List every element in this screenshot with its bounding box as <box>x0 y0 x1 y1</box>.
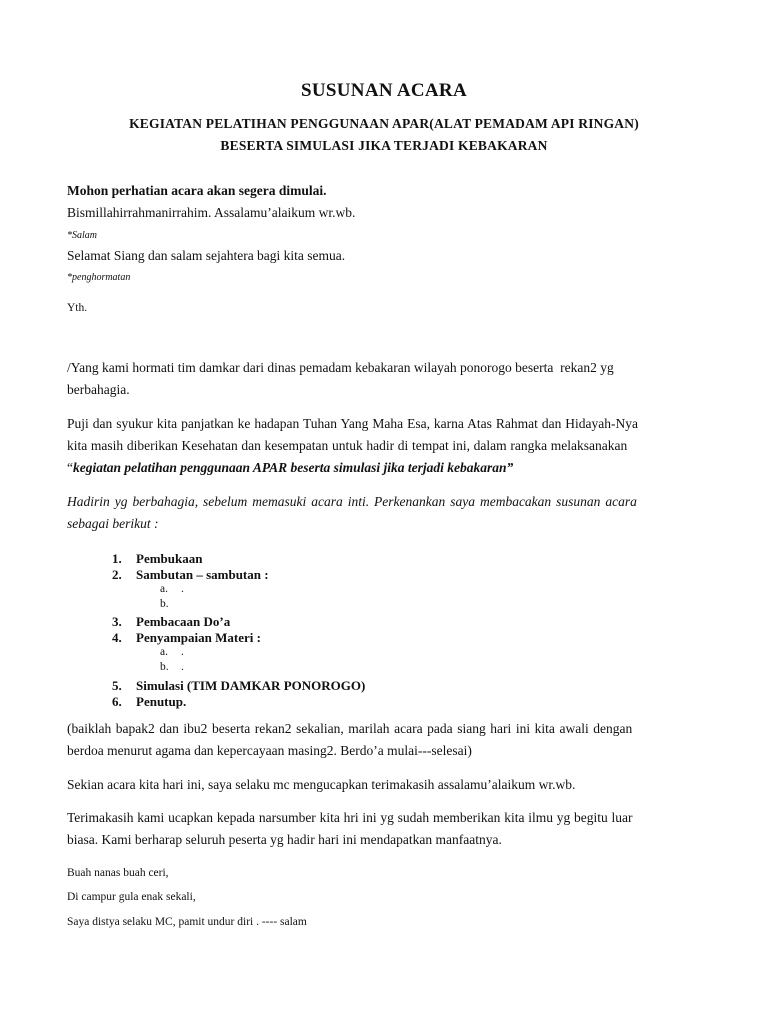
paragraph-doa-line1: (baiklah bapak2 dan ibu2 beserta rekan2 sekalian, marilah acara pada siang hari ini kita awali dengan <box>67 721 633 736</box>
opening-yth: Yth. <box>67 302 88 314</box>
agenda-subitem-letter: b. <box>160 598 169 610</box>
agenda-item-label: Penyampaian Materi : <box>136 630 261 645</box>
agenda-subitem-text: . <box>181 661 184 673</box>
document-title: SUSUNAN ACARA <box>301 80 467 101</box>
paragraph-hadirin-line1: Hadirin yg berbahagia, sebelum memasuki acara inti. Perkenankan saya membacakan susunan acara <box>67 494 637 509</box>
pantun-line3: Saya distya selaku MC, pamit undur diri . ---- salam <box>67 916 307 928</box>
opening-notice: Mohon perhatian acara akan segera dimulai. <box>67 183 327 198</box>
agenda-item-number: 5. <box>112 678 122 693</box>
paragraph-hormat-line2: berbahagia. <box>67 382 130 397</box>
event-name-emphasis: kegiatan pelatihan penggunaan APAR beserta simulasi jika terjadi kebakaran” <box>73 460 514 475</box>
quote-open: “ <box>67 460 73 475</box>
paragraph-puji-line3 <box>67 460 513 476</box>
paragraph-puji-line1: Puji dan syukur kita panjatkan ke hadapan Tuhan Yang Maha Esa, karna Atas Rahmat dan Hidayah-Nya <box>67 416 639 431</box>
agenda-item-label: Sambutan – sambutan : <box>136 567 269 582</box>
paragraph-sekian: Sekian acara kita hari ini, saya selaku mc mengucapkan terimakasih assalamu’alaikum wr.wb. <box>67 777 576 792</box>
agenda-item-number: 1. <box>112 551 122 566</box>
agenda-item-number: 6. <box>112 694 122 709</box>
agenda-subitem-letter: a. <box>160 583 168 595</box>
paragraph-hormat-line1-text: /Yang kami hormati tim damkar dari dinas pemadam kebakaran wilayah ponorogo beserta rekan2 yg <box>67 360 614 375</box>
note-penghormatan: *penghormatan <box>67 272 131 283</box>
pantun-line1: Buah nanas buah ceri, <box>67 867 169 879</box>
opening-bismillah: Bismillahirrahmanirrahim. Assalamu’alaikum wr.wb. <box>67 205 356 220</box>
paragraph-hadirin-line2: sebagai berikut : <box>67 516 159 531</box>
paragraph-hormat-line1 <box>67 360 700 376</box>
paragraph-doa-line2: berdoa menurut agama dan kepercayaan masing2. Berdo’a mulai---selesai) <box>67 743 472 758</box>
agenda-item-number: 3. <box>112 614 122 629</box>
agenda-subitem-text: . <box>181 583 184 595</box>
agenda-item-number: 2. <box>112 567 122 582</box>
agenda-item-label: Simulasi (TIM DAMKAR PONOROGO) <box>136 678 366 693</box>
agenda-item-number: 4. <box>112 630 122 645</box>
agenda-item-label: Penutup. <box>136 694 187 709</box>
document-subtitle-line2: BESERTA SIMULASI JIKA TERJADI KEBAKARAN <box>220 138 548 153</box>
pantun-line2: Di campur gula enak sekali, <box>67 891 196 903</box>
agenda-subitem-letter: b. <box>160 661 169 673</box>
opening-greeting: Selamat Siang dan salam sejahtera bagi kita semua. <box>67 248 346 263</box>
document-subtitle-line1: KEGIATAN PELATIHAN PENGGUNAAN APAR(ALAT PEMADAM API RINGAN) <box>129 116 639 131</box>
note-salam: *Salam <box>67 230 97 241</box>
agenda-item-label: Pembukaan <box>136 551 203 566</box>
paragraph-terimakasih-line2: biasa. Kami berharap seluruh peserta yg hadir hari ini mendapatkan manfaatnya. <box>67 832 502 847</box>
agenda-item-label: Pembacaan Do’a <box>136 614 231 629</box>
agenda-subitem-text: . <box>181 646 184 658</box>
paragraph-puji-line2: kita masih diberikan Kesehatan dan kesempatan untuk hadir di tempat ini, dalam rangka melaksanakan <box>67 438 628 453</box>
agenda-subitem-letter: a. <box>160 646 168 658</box>
paragraph-terimakasih-line1: Terimakasih kami ucapkan kepada narsumber kita hri ini yg sudah memberikan kita ilmu yg begitu luar <box>67 810 633 825</box>
